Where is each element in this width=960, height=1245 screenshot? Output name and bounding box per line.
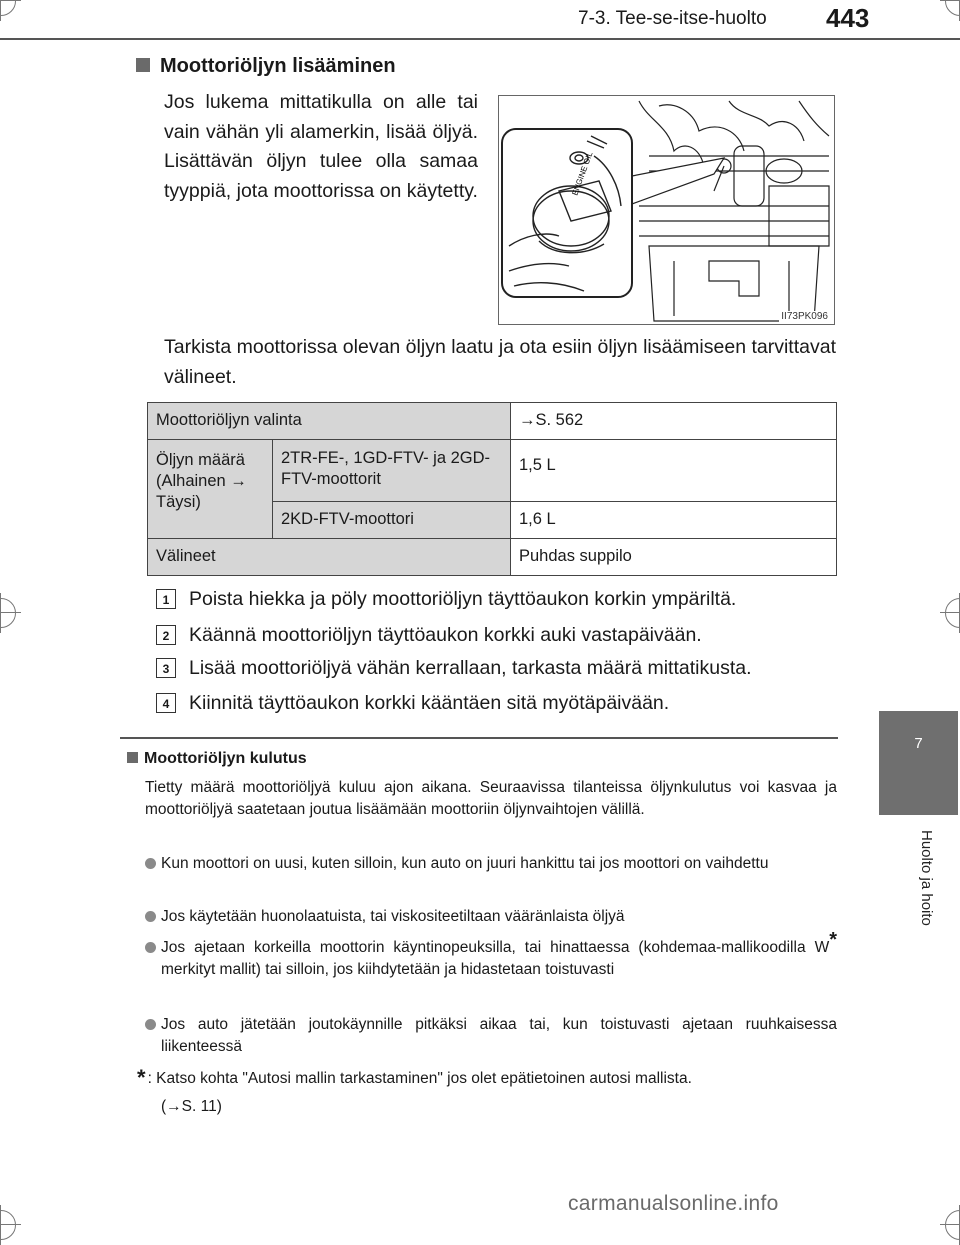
engine-bay-illustration (498, 95, 835, 325)
step-text: Poista hiekka ja pöly moottoriöljyn täyttöaukon korkin ympäriltä. (189, 588, 737, 610)
crop-mark (0, 598, 16, 628)
footnote (137, 1064, 837, 1121)
chapter-number: 7 (914, 735, 923, 752)
crop-mark (0, 0, 16, 16)
subsection-heading-text: Moottoriöljyn kulutus (144, 750, 307, 767)
table-cell-label: Öljyn määrä (Alhainen → Täysi) (148, 440, 273, 539)
header-divider (0, 38, 960, 40)
consumption-paragraph: Tietty määrä moottoriöljyä kuluu ajon aikana. Seuraavissa tilanteissa öljynkulutus voi kasvaa ja moottoriöljyä saatetaan joutua lisäämään moottoriin öljynvaihtojen välillä. (145, 779, 837, 818)
step-number: 4 (156, 693, 176, 713)
table-cell-label: Moottoriöljyn valinta (148, 403, 511, 440)
crop-mark (0, 1210, 16, 1240)
watermark: carmanualsonline.info (568, 1192, 779, 1215)
crop-mark (945, 598, 960, 628)
list-item (145, 853, 837, 875)
footnote-text: : Katso kohta "Autosi mallin tarkastaminen" jos olet epätietoinen autosi mallista. (147, 1070, 692, 1087)
crop-mark (945, 0, 960, 16)
callout-box (502, 129, 632, 297)
list-item-text: Kun moottori on uusi, kuten silloin, kun auto on juuri hankittu tai jos moottori on vaihdettu (161, 855, 769, 872)
chapter-title: Huolto ja hoito (918, 830, 935, 926)
list-item-text: Jos käytetään huonolaatuista, tai viskositeetiltaan vääränlaista öljyä (161, 908, 625, 925)
table-row (148, 539, 837, 576)
step-number: 2 (156, 625, 176, 645)
bullet-icon (145, 911, 156, 922)
step-1 (156, 588, 736, 611)
step-number: 3 (156, 658, 176, 678)
bullet-icon (145, 1019, 156, 1030)
table-cell-value: →S. 562 (511, 403, 837, 440)
page-number: 443 (826, 3, 870, 33)
asterisk-mark: * (829, 928, 837, 951)
square-bullet-icon (127, 752, 138, 763)
figure-code: II73PK096 (781, 311, 828, 322)
bullet-icon (145, 942, 156, 953)
square-bullet-icon (136, 58, 150, 72)
list-item (145, 1014, 837, 1058)
heading-text: Moottoriöljyn lisääminen (160, 55, 396, 77)
step-text: Lisää moottoriöljyä vähän kerrallaan, tarkasta määrä mittatikusta. (189, 657, 752, 679)
section-heading (136, 55, 396, 78)
footnote-ref: (→S. 11) (161, 1098, 222, 1115)
list-item (145, 928, 837, 981)
footnote-asterisk: * (137, 1065, 146, 1090)
intro-paragraph: Jos lukema mittatikulla on alle tai vain vähän yli alamerkin, lisää öljyä. Lisättävän öljyn tulee olla samaa tyyppiä, jota moottorissa on käytetty. (164, 91, 478, 202)
chapter-tab (879, 711, 958, 815)
section-divider (120, 737, 838, 739)
oil-cap-label: ENGINE OIL (570, 150, 595, 197)
table-row (148, 403, 837, 440)
callout-pointer (632, 158, 724, 204)
step-4 (156, 692, 669, 715)
list-item-text: Jos ajetaan korkeilla moottorin käyntinopeuksilla, tai hinattaessa (kohdemaa-mallikoodilla W (161, 939, 830, 956)
list-item-text: Jos auto jätetään joutokäynnille pitkäksi aikaa tai, kun toistuvasti ajetaan ruuhkaisessa liikenteessä (161, 1016, 837, 1055)
table-cell-label: Välineet (148, 539, 511, 576)
engine-bay-drawing (499, 96, 835, 325)
table-cell-engine: 2KD-FTV-moottori (273, 502, 511, 539)
list-item (145, 906, 837, 928)
section-title: 7-3. Tee-se-itse-huolto (578, 8, 767, 29)
table-row (148, 440, 837, 502)
table-cell-value: Puhdas suppilo (511, 539, 837, 576)
step-2 (156, 624, 702, 647)
step-text: Kiinnitä täyttöaukon korkki kääntäen sitä myötäpäivään. (189, 692, 670, 714)
oil-spec-table (147, 402, 837, 576)
crop-mark (945, 1210, 960, 1240)
step-number: 1 (156, 589, 176, 609)
table-cell-value: 1,6 L (511, 502, 837, 539)
step-text: Käännä moottoriöljyn täyttöaukon korkki auki vastapäivään. (189, 624, 702, 646)
subsection-heading (127, 750, 307, 768)
bullet-icon (145, 858, 156, 869)
table-cell-engine: 2TR-FE-, 1GD-FTV- ja 2GD-FTV-moottorit (273, 440, 511, 502)
list-item-text-cont: merkityt mallit) tai silloin, jos kiihdytetään ja hidastetaan toistuvasti (161, 961, 615, 978)
check-paragraph: Tarkista moottorissa olevan öljyn laatu ja ota esiin öljyn lisäämiseen tarvittavat välineet. (164, 336, 836, 388)
table-cell-value: 1,5 L (511, 440, 837, 502)
step-3 (156, 657, 752, 680)
